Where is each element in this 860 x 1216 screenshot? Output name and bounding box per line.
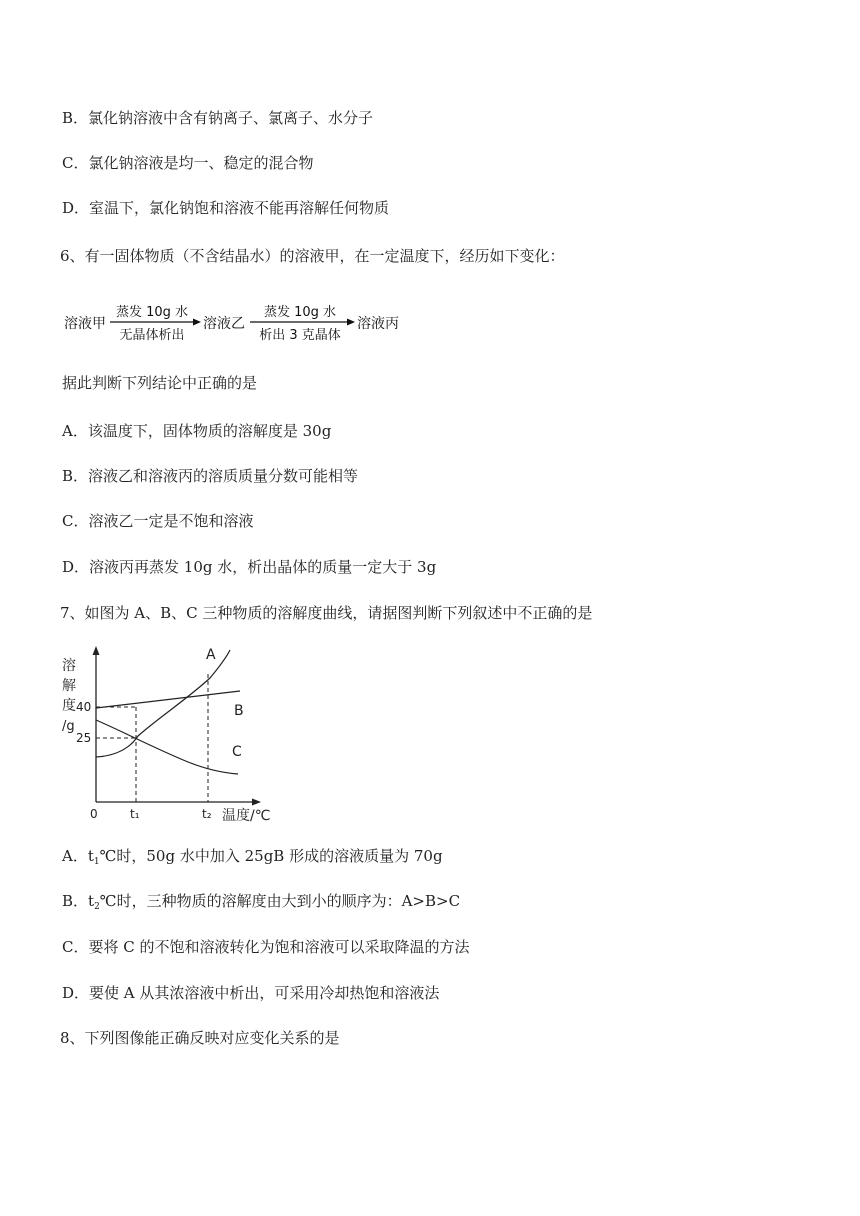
flow-solution-1: 溶液甲 <box>64 316 106 332</box>
origin-label: 0 <box>90 807 98 821</box>
y-unit: /g <box>62 719 75 734</box>
curve-a <box>96 650 230 757</box>
flow-solution-3: 溶液丙 <box>357 316 399 332</box>
y-label-3: 度 <box>62 698 76 714</box>
flow-step1-bottom: 无晶体析出 <box>119 328 185 343</box>
q6-stem: 6、有一固体物质（不含结晶水）的溶液甲，在一定温度下，经历如下变化： <box>60 247 565 265</box>
curve-c <box>96 720 238 774</box>
tick-40: 40 <box>76 700 92 714</box>
flow-step2-bottom: 析出 3 克晶体 <box>259 328 341 343</box>
flow-arrowhead-2 <box>347 319 355 326</box>
t2-label: t₂ <box>202 807 212 821</box>
curve-a-label: A <box>206 647 216 663</box>
tick-25: 25 <box>76 731 92 745</box>
flow-step2-top: 蒸发 10g 水 <box>263 305 337 320</box>
t1-label: t₁ <box>130 807 140 821</box>
q7-stem: 7、如图为 A、B、C 三种物质的溶解度曲线，请据图判断下列叙述中不正确的是 <box>60 604 593 622</box>
q7-option-b: B．$t_2℃$时，三种物质的溶解度由大到小的顺序为：A>B>C <box>62 892 461 912</box>
q5-option-d: D．室温下，氯化钠饱和溶液不能再溶解任何物质 <box>62 199 390 217</box>
q7-option-a: A．$t_1℃$时，50g 水中加入 25gB 形成的溶液质量为 70g <box>62 847 443 867</box>
q7-option-d: D．要使 A 从其浓溶液中析出，可采用冷却热饱和溶液法 <box>62 984 440 1002</box>
q5-option-b: B．氯化钠溶液中含有钠离子、氯离子、水分子 <box>62 109 374 127</box>
q8-stem: 8、下列图像能正确反映对应变化关系的是 <box>60 1029 340 1047</box>
q6-option-c: C．溶液乙一定是不饱和溶液 <box>62 512 254 530</box>
flow-step1-top: 蒸发 10g 水 <box>115 305 189 320</box>
q6-option-b: B．溶液乙和溶液丙的溶质质量分数可能相等 <box>62 467 359 485</box>
curve-b-label: B <box>234 703 244 719</box>
flow-arrowhead-1 <box>193 319 201 326</box>
q7-option-c: C．要将 C 的不饱和溶液转化为饱和溶液可以采取降温的方法 <box>62 938 470 956</box>
curve-b <box>96 691 240 708</box>
q6-option-d: D．溶液丙再蒸发 10g 水，析出晶体的质量一定大于 3g <box>62 558 437 576</box>
solubility-curve-graph <box>58 644 278 830</box>
flow-solution-2: 溶液乙 <box>203 316 245 332</box>
y-label-1: 溶 <box>62 658 76 674</box>
q6-option-a: A．该温度下，固体物质的溶解度是 30g <box>62 422 332 440</box>
q6-prompt: 据此判断下列结论中正确的是 <box>62 374 258 392</box>
y-axis-arrow <box>93 646 100 655</box>
q5-option-c: C．氯化钠溶液是均一、稳定的混合物 <box>62 154 314 172</box>
x-axis-arrow <box>252 799 261 806</box>
curve-c-label: C <box>232 744 242 760</box>
q6-process-diagram <box>62 298 422 346</box>
y-label-2: 解 <box>62 678 76 694</box>
x-axis-label: 温度/℃ <box>222 808 271 824</box>
